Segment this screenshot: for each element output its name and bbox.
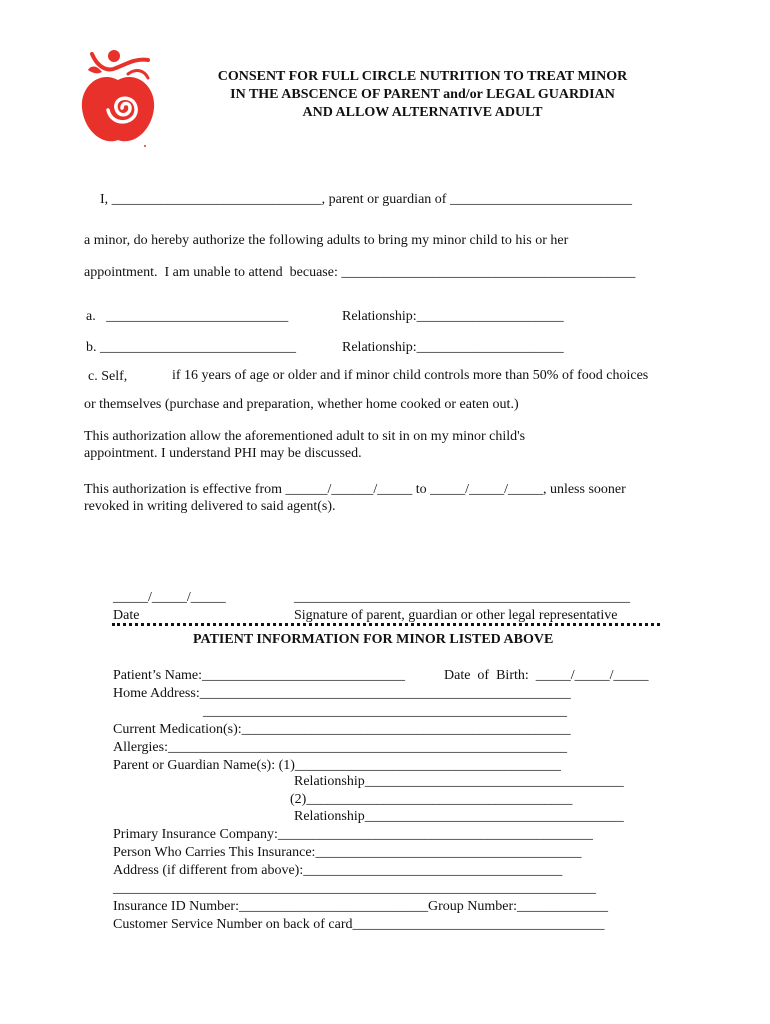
title-line-2: IN THE ABSCENCE OF PARENT and/or LEGAL GUARDIAN [230,87,615,102]
primary-insurance-field: Primary Insurance Company:_____________________________________________ [113,827,593,842]
authorize-statement: a minor, do hereby authorize the following adults to bring my minor child to his or her [84,233,569,248]
guardian-2-relationship-field: Relationship_____________________________________ [294,809,624,824]
home-address-field: Home Address:_____________________________________________________ [113,686,571,701]
home-address-line-2: ____________________________________________________ [203,704,567,719]
phi-statement-line-1: This authorization allow the aforementioned adult to sit in on my minor child's [84,429,526,444]
guardian-name-2-field: (2)______________________________________ [290,792,573,807]
patient-name-field: Patient’s Name:_____________________________ [113,668,406,683]
patient-info-heading: PATIENT INFORMATION FOR MINOR LISTED ABOVE [193,632,554,647]
title-line-1: CONSENT FOR FULL CIRCLE NUTRITION TO TREAT MINOR [217,69,628,84]
revocation-line: revoked in writing delivered to said agent(s). [84,499,336,514]
parent-name-line: I, ______________________________, parent or guardian of __________________________ [100,192,632,207]
current-medications-field: Current Medication(s):_______________________________________________ [113,722,571,737]
date-blank: _____/_____/_____ [113,590,226,605]
date-of-birth-field: Date of Birth: _____/_____/_____ [444,668,649,683]
date-label: Date [113,608,140,623]
signature-label: Signature of parent, guardian or other legal representative [294,608,618,623]
section-divider [112,623,660,626]
guardian-name-1-field: Parent or Guardian Name(s): (1)______________________________________ [113,758,561,773]
guardian-1-relationship-field: Relationship_____________________________________ [294,774,624,789]
unable-to-attend-line: appointment. I am unable to attend becuase: __________________________________________ [84,265,636,280]
insurance-address-line-2: _____________________________________________________________________ [113,881,596,896]
insurance-id-group-field: Insurance ID Number:___________________________Group Number:_____________ [113,899,608,914]
signature-blank: ________________________________________________ [294,590,630,605]
insurance-holder-field: Person Who Carries This Insurance:______________________________________ [113,845,582,860]
allergies-field: Allergies:_________________________________________________________ [113,740,567,755]
adult-b-name-field: b. ____________________________ [86,340,296,355]
title-line-3: AND ALLOW ALTERNATIVE ADULT [302,105,543,120]
insurance-address-field: Address (if different from above):_____________________________________ [113,863,563,878]
adult-a-relationship-field: Relationship:_____________________ [342,309,564,324]
adult-c-condition: if 16 years of age or older and if minor child controls more than 50% of food choices [172,368,649,383]
adult-b-relationship-field: Relationship:_____________________ [342,340,564,355]
phi-statement-line-2: appointment. I understand PHI may be discussed. [84,446,362,461]
adult-a-name-field: a. __________________________ [86,309,289,324]
adult-c-self-label: c. Self, [88,369,128,384]
full-circle-nutrition-logo [78,48,162,152]
effective-dates-line: This authorization is effective from ______/______/_____ to _____/_____/_____, unless sooner [84,482,626,497]
adult-c-condition-continued: or themselves (purchase and preparation, whether home cooked or eaten out.) [84,397,519,412]
customer-service-number-field: Customer Service Number on back of card____________________________________ [113,917,605,932]
